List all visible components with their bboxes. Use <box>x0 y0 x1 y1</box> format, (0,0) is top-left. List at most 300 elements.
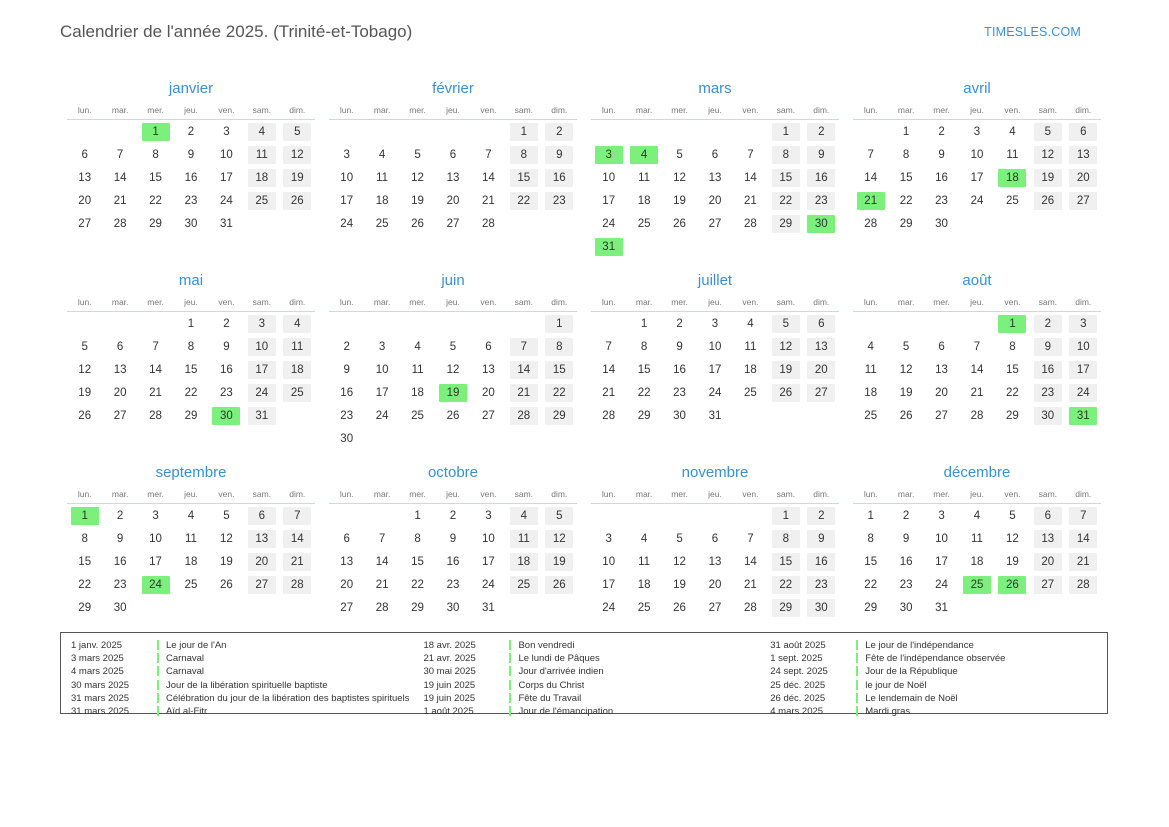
day-cell[interactable] <box>1066 527 1101 550</box>
day-cell-holiday[interactable] <box>995 573 1030 596</box>
day-cell[interactable] <box>173 550 208 573</box>
day-cell[interactable] <box>995 381 1030 404</box>
day-cell[interactable] <box>995 120 1030 144</box>
day-cell[interactable] <box>959 189 994 212</box>
day-cell[interactable] <box>138 404 173 427</box>
day-cell[interactable] <box>626 212 661 235</box>
day-cell[interactable] <box>733 358 768 381</box>
day-cell[interactable] <box>1030 504 1065 528</box>
day-cell[interactable] <box>626 404 661 427</box>
day-cell[interactable] <box>853 143 888 166</box>
day-cell[interactable] <box>888 550 923 573</box>
day-cell[interactable] <box>102 596 137 619</box>
day-cell[interactable] <box>768 358 803 381</box>
day-cell[interactable] <box>364 596 399 619</box>
day-cell[interactable] <box>364 212 399 235</box>
day-cell[interactable] <box>591 381 626 404</box>
day-cell[interactable] <box>959 381 994 404</box>
day-cell[interactable] <box>1030 381 1065 404</box>
day-cell[interactable] <box>102 143 137 166</box>
day-cell-holiday[interactable] <box>591 235 626 258</box>
day-cell[interactable] <box>209 358 244 381</box>
day-cell[interactable] <box>329 358 364 381</box>
day-cell[interactable] <box>626 312 661 336</box>
day-cell[interactable] <box>662 381 697 404</box>
day-cell[interactable] <box>329 166 364 189</box>
day-cell[interactable] <box>435 143 470 166</box>
day-cell[interactable] <box>138 212 173 235</box>
day-cell[interactable] <box>67 404 102 427</box>
day-cell[interactable] <box>1066 143 1101 166</box>
day-cell[interactable] <box>209 143 244 166</box>
day-cell[interactable] <box>1066 550 1101 573</box>
day-cell[interactable] <box>244 504 279 528</box>
day-cell[interactable] <box>733 550 768 573</box>
day-cell[interactable] <box>506 527 541 550</box>
day-cell[interactable] <box>768 527 803 550</box>
day-cell[interactable] <box>853 596 888 619</box>
day-cell[interactable] <box>138 358 173 381</box>
day-cell[interactable] <box>329 404 364 427</box>
day-cell[interactable] <box>924 212 959 235</box>
day-cell[interactable] <box>924 573 959 596</box>
day-cell[interactable] <box>995 504 1030 528</box>
day-cell[interactable] <box>173 358 208 381</box>
day-cell[interactable] <box>435 527 470 550</box>
day-cell[interactable] <box>924 335 959 358</box>
day-cell[interactable] <box>400 166 435 189</box>
day-cell[interactable] <box>662 573 697 596</box>
day-cell[interactable] <box>1066 573 1101 596</box>
day-cell-holiday[interactable] <box>435 381 470 404</box>
day-cell[interactable] <box>400 404 435 427</box>
day-cell[interactable] <box>542 358 577 381</box>
day-cell[interactable] <box>804 573 839 596</box>
day-cell-holiday[interactable] <box>209 404 244 427</box>
day-cell[interactable] <box>102 404 137 427</box>
day-cell[interactable] <box>542 527 577 550</box>
day-cell[interactable] <box>768 550 803 573</box>
day-cell[interactable] <box>542 550 577 573</box>
day-cell[interactable] <box>506 143 541 166</box>
day-cell[interactable] <box>173 504 208 528</box>
day-cell[interactable] <box>697 596 732 619</box>
day-cell-holiday[interactable] <box>995 166 1030 189</box>
day-cell[interactable] <box>626 573 661 596</box>
day-cell[interactable] <box>329 527 364 550</box>
day-cell[interactable] <box>804 166 839 189</box>
day-cell[interactable] <box>506 166 541 189</box>
day-cell[interactable] <box>329 596 364 619</box>
day-cell[interactable] <box>924 166 959 189</box>
day-cell[interactable] <box>173 335 208 358</box>
day-cell[interactable] <box>804 504 839 528</box>
day-cell[interactable] <box>959 527 994 550</box>
day-cell[interactable] <box>924 404 959 427</box>
day-cell[interactable] <box>662 189 697 212</box>
day-cell[interactable] <box>173 527 208 550</box>
day-cell[interactable] <box>471 189 506 212</box>
day-cell[interactable] <box>697 189 732 212</box>
day-cell[interactable] <box>471 504 506 528</box>
day-cell[interactable] <box>888 504 923 528</box>
day-cell[interactable] <box>959 143 994 166</box>
brand-link[interactable]: TIMESLES.COM <box>984 25 1081 39</box>
day-cell[interactable] <box>733 166 768 189</box>
day-cell[interactable] <box>400 596 435 619</box>
day-cell-holiday[interactable] <box>591 143 626 166</box>
day-cell[interactable] <box>244 312 279 336</box>
day-cell[interactable] <box>400 504 435 528</box>
day-cell[interactable] <box>173 312 208 336</box>
day-cell[interactable] <box>542 312 577 336</box>
day-cell[interactable] <box>400 550 435 573</box>
day-cell[interactable] <box>506 335 541 358</box>
day-cell[interactable] <box>244 573 279 596</box>
day-cell[interactable] <box>591 212 626 235</box>
day-cell[interactable] <box>626 550 661 573</box>
day-cell[interactable] <box>67 143 102 166</box>
day-cell[interactable] <box>435 404 470 427</box>
day-cell[interactable] <box>888 404 923 427</box>
day-cell[interactable] <box>804 527 839 550</box>
day-cell[interactable] <box>102 527 137 550</box>
day-cell[interactable] <box>400 212 435 235</box>
day-cell[interactable] <box>697 335 732 358</box>
day-cell[interactable] <box>329 427 364 450</box>
day-cell[interactable] <box>1030 189 1065 212</box>
day-cell[interactable] <box>364 404 399 427</box>
day-cell[interactable] <box>662 596 697 619</box>
day-cell[interactable] <box>591 550 626 573</box>
day-cell[interactable] <box>209 189 244 212</box>
day-cell[interactable] <box>280 166 315 189</box>
day-cell[interactable] <box>853 166 888 189</box>
day-cell[interactable] <box>804 143 839 166</box>
day-cell[interactable] <box>280 527 315 550</box>
day-cell[interactable] <box>435 189 470 212</box>
day-cell[interactable] <box>471 335 506 358</box>
day-cell[interactable] <box>626 335 661 358</box>
day-cell[interactable] <box>364 189 399 212</box>
day-cell[interactable] <box>591 335 626 358</box>
day-cell[interactable] <box>280 335 315 358</box>
day-cell-holiday[interactable] <box>959 573 994 596</box>
day-cell[interactable] <box>768 573 803 596</box>
day-cell[interactable] <box>67 212 102 235</box>
day-cell[interactable] <box>280 504 315 528</box>
day-cell[interactable] <box>364 335 399 358</box>
day-cell[interactable] <box>329 335 364 358</box>
day-cell[interactable] <box>697 143 732 166</box>
day-cell[interactable] <box>626 166 661 189</box>
day-cell[interactable] <box>435 335 470 358</box>
day-cell[interactable] <box>244 404 279 427</box>
day-cell[interactable] <box>1030 358 1065 381</box>
day-cell[interactable] <box>768 143 803 166</box>
day-cell[interactable] <box>209 312 244 336</box>
day-cell[interactable] <box>1030 312 1065 336</box>
day-cell-holiday[interactable] <box>853 189 888 212</box>
day-cell[interactable] <box>804 596 839 619</box>
day-cell[interactable] <box>768 166 803 189</box>
day-cell[interactable] <box>471 166 506 189</box>
day-cell[interactable] <box>364 573 399 596</box>
day-cell[interactable] <box>768 189 803 212</box>
day-cell[interactable] <box>435 358 470 381</box>
day-cell[interactable] <box>853 358 888 381</box>
day-cell[interactable] <box>138 550 173 573</box>
day-cell[interactable] <box>173 381 208 404</box>
day-cell[interactable] <box>804 312 839 336</box>
day-cell[interactable] <box>995 527 1030 550</box>
day-cell[interactable] <box>244 381 279 404</box>
day-cell[interactable] <box>364 358 399 381</box>
day-cell[interactable] <box>733 381 768 404</box>
day-cell[interactable] <box>804 550 839 573</box>
day-cell[interactable] <box>853 335 888 358</box>
day-cell[interactable] <box>435 596 470 619</box>
day-cell[interactable] <box>1066 189 1101 212</box>
day-cell[interactable] <box>1030 527 1065 550</box>
day-cell[interactable] <box>924 504 959 528</box>
day-cell[interactable] <box>506 504 541 528</box>
day-cell[interactable] <box>244 335 279 358</box>
day-cell[interactable] <box>924 550 959 573</box>
day-cell[interactable] <box>733 143 768 166</box>
day-cell[interactable] <box>626 527 661 550</box>
day-cell[interactable] <box>173 189 208 212</box>
day-cell[interactable] <box>697 358 732 381</box>
day-cell[interactable] <box>209 166 244 189</box>
day-cell[interactable] <box>1066 358 1101 381</box>
day-cell[interactable] <box>138 143 173 166</box>
day-cell[interactable] <box>244 189 279 212</box>
day-cell[interactable] <box>733 212 768 235</box>
day-cell[interactable] <box>924 596 959 619</box>
day-cell[interactable] <box>697 573 732 596</box>
day-cell[interactable] <box>1066 335 1101 358</box>
day-cell[interactable] <box>888 358 923 381</box>
day-cell[interactable] <box>888 120 923 144</box>
day-cell[interactable] <box>400 381 435 404</box>
day-cell[interactable] <box>400 335 435 358</box>
day-cell-holiday[interactable] <box>138 573 173 596</box>
day-cell[interactable] <box>102 212 137 235</box>
day-cell[interactable] <box>697 527 732 550</box>
day-cell[interactable] <box>662 143 697 166</box>
day-cell[interactable] <box>173 212 208 235</box>
day-cell[interactable] <box>768 504 803 528</box>
day-cell[interactable] <box>888 596 923 619</box>
day-cell[interactable] <box>804 381 839 404</box>
day-cell[interactable] <box>626 358 661 381</box>
day-cell[interactable] <box>924 358 959 381</box>
day-cell[interactable] <box>244 527 279 550</box>
day-cell[interactable] <box>1066 381 1101 404</box>
day-cell[interactable] <box>662 335 697 358</box>
day-cell[interactable] <box>209 381 244 404</box>
day-cell[interactable] <box>67 166 102 189</box>
day-cell[interactable] <box>471 358 506 381</box>
day-cell[interactable] <box>959 358 994 381</box>
day-cell[interactable] <box>67 381 102 404</box>
day-cell[interactable] <box>995 189 1030 212</box>
day-cell[interactable] <box>591 404 626 427</box>
day-cell[interactable] <box>400 358 435 381</box>
day-cell[interactable] <box>138 189 173 212</box>
day-cell[interactable] <box>804 358 839 381</box>
day-cell[interactable] <box>662 404 697 427</box>
day-cell[interactable] <box>591 573 626 596</box>
day-cell[interactable] <box>1030 166 1065 189</box>
day-cell[interactable] <box>67 358 102 381</box>
day-cell[interactable] <box>768 381 803 404</box>
day-cell[interactable] <box>435 166 470 189</box>
day-cell[interactable] <box>1030 404 1065 427</box>
day-cell[interactable] <box>959 166 994 189</box>
day-cell[interactable] <box>102 573 137 596</box>
day-cell[interactable] <box>542 504 577 528</box>
day-cell[interactable] <box>67 189 102 212</box>
day-cell[interactable] <box>435 504 470 528</box>
day-cell[interactable] <box>102 358 137 381</box>
day-cell[interactable] <box>733 527 768 550</box>
day-cell[interactable] <box>209 335 244 358</box>
day-cell[interactable] <box>280 312 315 336</box>
day-cell[interactable] <box>1030 550 1065 573</box>
day-cell[interactable] <box>924 381 959 404</box>
day-cell[interactable] <box>67 596 102 619</box>
day-cell[interactable] <box>364 143 399 166</box>
day-cell[interactable] <box>471 573 506 596</box>
day-cell[interactable] <box>471 550 506 573</box>
day-cell[interactable] <box>804 335 839 358</box>
day-cell-holiday[interactable] <box>1066 404 1101 427</box>
day-cell[interactable] <box>853 212 888 235</box>
day-cell[interactable] <box>853 550 888 573</box>
day-cell[interactable] <box>626 596 661 619</box>
day-cell[interactable] <box>959 120 994 144</box>
day-cell[interactable] <box>280 143 315 166</box>
day-cell[interactable] <box>209 573 244 596</box>
day-cell[interactable] <box>768 212 803 235</box>
day-cell[interactable] <box>888 143 923 166</box>
day-cell[interactable] <box>506 189 541 212</box>
day-cell[interactable] <box>102 381 137 404</box>
day-cell[interactable] <box>364 527 399 550</box>
day-cell[interactable] <box>542 143 577 166</box>
day-cell[interactable] <box>329 381 364 404</box>
day-cell[interactable] <box>853 381 888 404</box>
day-cell[interactable] <box>400 189 435 212</box>
day-cell[interactable] <box>506 358 541 381</box>
day-cell[interactable] <box>173 573 208 596</box>
day-cell[interactable] <box>591 189 626 212</box>
day-cell[interactable] <box>995 143 1030 166</box>
day-cell[interactable] <box>853 404 888 427</box>
day-cell[interactable] <box>67 527 102 550</box>
day-cell[interactable] <box>542 189 577 212</box>
day-cell[interactable] <box>591 358 626 381</box>
day-cell[interactable] <box>959 404 994 427</box>
day-cell[interactable] <box>400 143 435 166</box>
day-cell[interactable] <box>329 573 364 596</box>
day-cell[interactable] <box>1030 120 1065 144</box>
day-cell[interactable] <box>995 335 1030 358</box>
day-cell[interactable] <box>471 527 506 550</box>
day-cell[interactable] <box>995 358 1030 381</box>
day-cell[interactable] <box>138 504 173 528</box>
day-cell[interactable] <box>102 550 137 573</box>
day-cell[interactable] <box>1030 573 1065 596</box>
day-cell[interactable] <box>542 404 577 427</box>
day-cell[interactable] <box>173 404 208 427</box>
day-cell[interactable] <box>662 312 697 336</box>
day-cell[interactable] <box>1030 335 1065 358</box>
day-cell[interactable] <box>542 573 577 596</box>
day-cell[interactable] <box>329 143 364 166</box>
day-cell[interactable] <box>280 573 315 596</box>
day-cell[interactable] <box>435 573 470 596</box>
day-cell[interactable] <box>697 381 732 404</box>
day-cell[interactable] <box>804 189 839 212</box>
day-cell[interactable] <box>280 550 315 573</box>
day-cell[interactable] <box>67 573 102 596</box>
day-cell[interactable] <box>542 166 577 189</box>
day-cell[interactable] <box>506 550 541 573</box>
day-cell[interactable] <box>138 527 173 550</box>
day-cell[interactable] <box>102 504 137 528</box>
day-cell-holiday[interactable] <box>995 312 1030 336</box>
day-cell[interactable] <box>542 381 577 404</box>
day-cell[interactable] <box>329 550 364 573</box>
day-cell[interactable] <box>209 550 244 573</box>
day-cell[interactable] <box>209 504 244 528</box>
day-cell[interactable] <box>364 550 399 573</box>
day-cell[interactable] <box>853 527 888 550</box>
day-cell[interactable] <box>471 212 506 235</box>
day-cell[interactable] <box>209 527 244 550</box>
day-cell[interactable] <box>67 335 102 358</box>
day-cell[interactable] <box>1066 504 1101 528</box>
day-cell[interactable] <box>697 312 732 336</box>
day-cell[interactable] <box>102 335 137 358</box>
day-cell[interactable] <box>471 596 506 619</box>
day-cell[interactable] <box>888 573 923 596</box>
day-cell[interactable] <box>471 143 506 166</box>
day-cell[interactable] <box>244 550 279 573</box>
day-cell[interactable] <box>280 189 315 212</box>
day-cell[interactable] <box>364 381 399 404</box>
day-cell[interactable] <box>173 166 208 189</box>
day-cell-holiday[interactable] <box>804 212 839 235</box>
day-cell[interactable] <box>733 189 768 212</box>
day-cell[interactable] <box>173 143 208 166</box>
day-cell[interactable] <box>995 550 1030 573</box>
day-cell[interactable] <box>733 573 768 596</box>
day-cell[interactable] <box>102 189 137 212</box>
day-cell-holiday[interactable] <box>67 504 102 528</box>
day-cell[interactable] <box>1066 120 1101 144</box>
day-cell[interactable] <box>626 189 661 212</box>
day-cell[interactable] <box>280 381 315 404</box>
day-cell[interactable] <box>662 550 697 573</box>
day-cell[interactable] <box>888 189 923 212</box>
day-cell[interactable] <box>506 120 541 144</box>
day-cell[interactable] <box>697 404 732 427</box>
day-cell[interactable] <box>173 120 208 144</box>
